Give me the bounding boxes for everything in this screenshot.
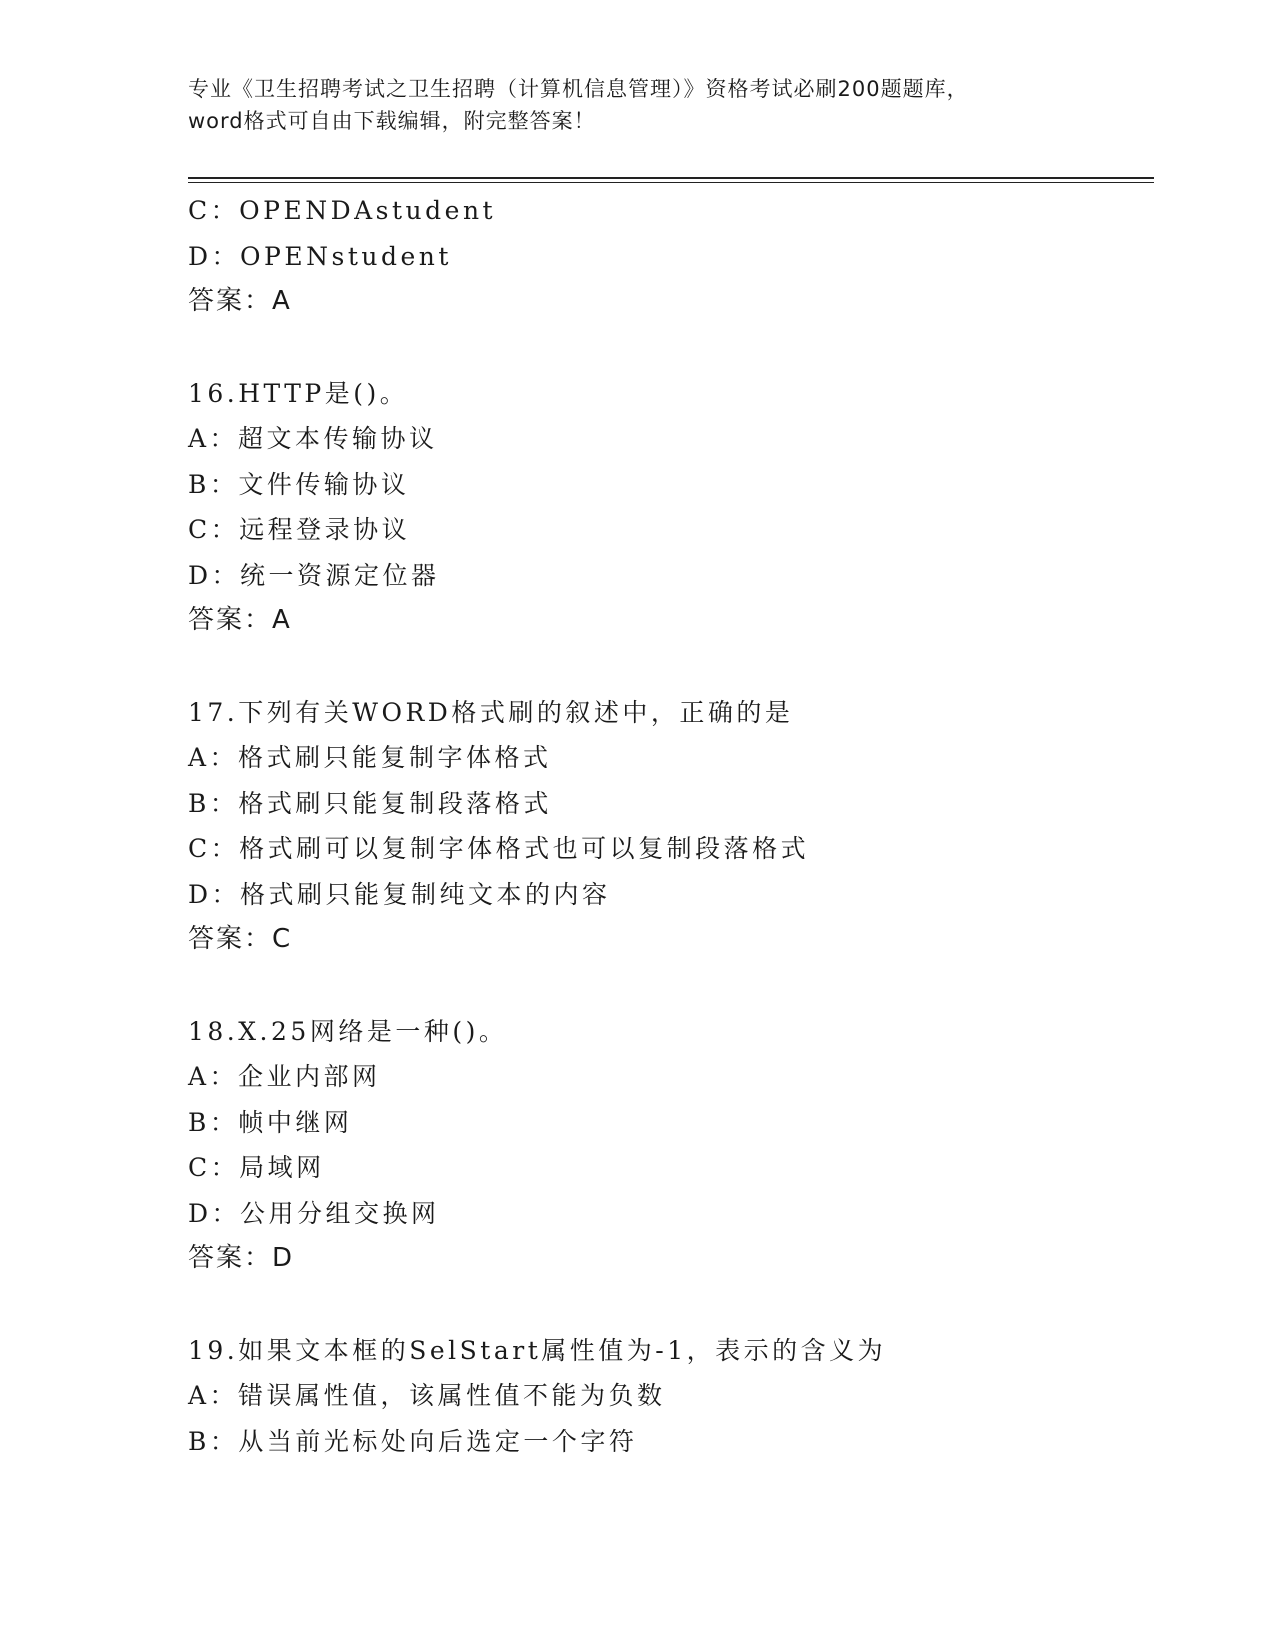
option-b: B：格式刷只能复制段落格式 (188, 788, 552, 818)
question-list (188, 188, 1148, 1464)
option-b: B：帧中继网 (188, 1107, 353, 1137)
question-block (188, 1328, 1148, 1465)
option-d: D：OPENstudent (188, 241, 452, 271)
question-text: 19.如果文本框的SelStart属性值为-1，表示的含义为 (188, 1335, 887, 1365)
option-a: A：超文本传输协议 (188, 424, 438, 453)
question-text: 18.X.25网络是一种()。 (188, 1016, 508, 1046)
option-b: B：从当前光标处向后选定一个字符 (188, 1426, 638, 1456)
header-line-1: 专业《卫生招聘考试之卫生招聘（计算机信息管理）》资格考试必刷200题题库， (188, 77, 969, 101)
option-a: A：格式刷只能复制字体格式 (188, 743, 552, 772)
answer-line: 答案：C (188, 924, 293, 954)
header-divider-thin (188, 182, 1154, 183)
question-block (188, 188, 1148, 325)
option-c: C：格式刷可以复制字体格式也可以复制段落格式 (188, 834, 810, 863)
option-a: A：错误属性值，该属性值不能为负数 (188, 1381, 666, 1410)
option-d: D：公用分组交换网 (188, 1198, 440, 1228)
header-divider (188, 177, 1154, 179)
option-c: C：OPENDAstudent (188, 196, 497, 225)
header-line-2: word格式可自由下载编辑，附完整答案！ (188, 109, 596, 133)
option-d: D：格式刷只能复制纯文本的内容 (188, 879, 611, 909)
question-text: 16.HTTP是()。 (188, 378, 409, 408)
option-c: C：局域网 (188, 1153, 325, 1182)
answer-line: 答案：D (188, 1243, 295, 1273)
answer-line: 答案：A (188, 286, 292, 316)
question-text: 17.下列有关WORD格式刷的叙述中，正确的是 (188, 697, 794, 727)
option-b: B：文件传输协议 (188, 469, 410, 499)
question-block (188, 1009, 1148, 1282)
option-d: D：统一资源定位器 (188, 560, 440, 590)
option-c: C：远程登录协议 (188, 515, 411, 544)
answer-line: 答案：A (188, 605, 292, 635)
document-header (188, 73, 1088, 137)
question-block (188, 371, 1148, 644)
question-block (188, 690, 1148, 963)
option-a: A：企业内部网 (188, 1062, 381, 1091)
